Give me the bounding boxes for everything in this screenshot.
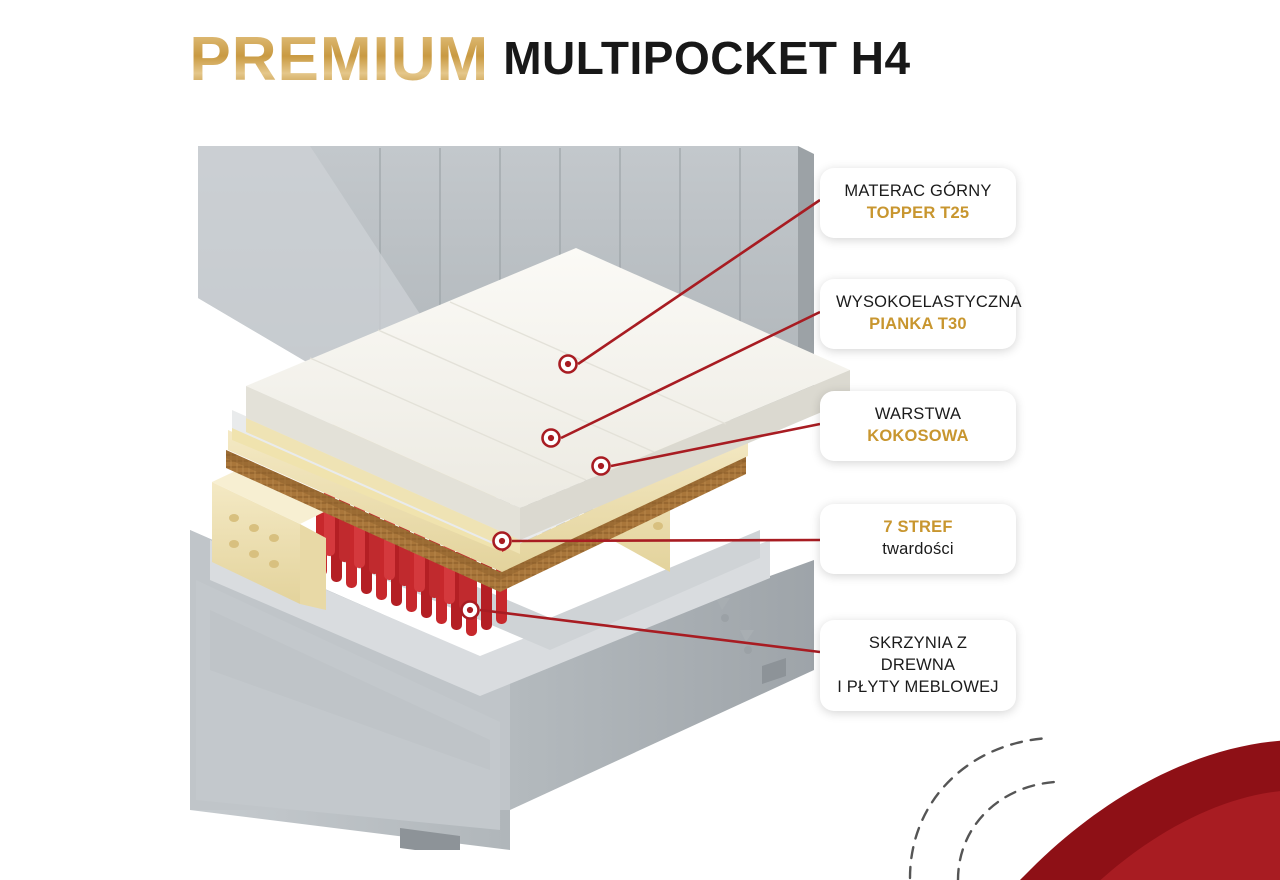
title-premium: PREMIUM — [189, 25, 490, 94]
callout-zones-line1: 7 STREF — [883, 518, 953, 536]
page-title — [0, 24, 1100, 95]
callout-topper-line1: MATERAC GÓRNY — [844, 182, 992, 200]
callout-foam-line1: WYSOKOELASTYCZNA — [836, 293, 1022, 311]
callout-coconut-line2: KOKOSOWA — [867, 426, 969, 445]
callout-foam-line2: PIANKA T30 — [869, 314, 967, 333]
callout-topper — [820, 168, 1016, 238]
title-model: MULTIPOCKET H4 — [503, 32, 911, 84]
callout-coconut-line1: WARSTWA — [874, 405, 962, 423]
callout-foam — [820, 279, 1022, 349]
dashed-arc-decoration-icon — [900, 730, 1130, 880]
callout-box-line2: I PŁYTY MEBLOWEJ — [837, 677, 999, 696]
callout-zones-line2: twardości — [882, 539, 954, 558]
callout-coconut — [820, 391, 1016, 461]
callout-topper-line2: TOPPER T25 — [866, 203, 970, 222]
callout-zones — [820, 504, 1016, 574]
bed-cutaway-illustration — [150, 110, 870, 850]
red-swoosh-bottom-right-icon — [970, 720, 1280, 880]
callout-box — [820, 620, 1016, 711]
callout-box-line1: SKRZYNIA Z DREWNA — [868, 634, 968, 674]
